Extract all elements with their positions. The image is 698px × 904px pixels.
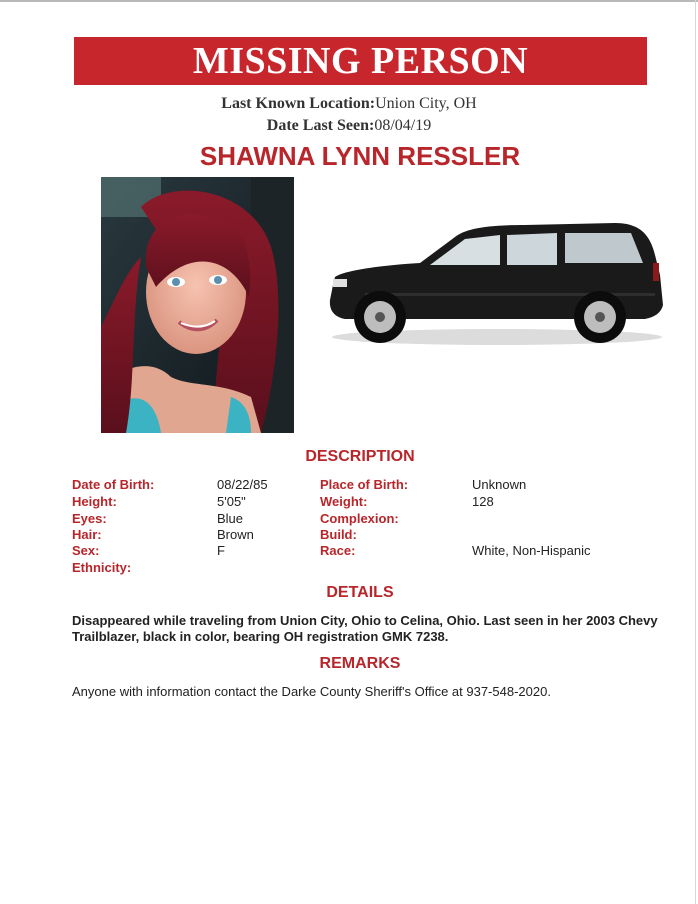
description-heading: DESCRIPTION <box>305 448 415 465</box>
field-label-race: Race: <box>320 543 356 558</box>
field-label-ethnicity: Ethnicity: <box>72 560 132 575</box>
person-name: SHAWNA LYNN RESSLER <box>199 141 521 171</box>
field-label-place-of-birth: Place of Birth: <box>320 477 409 492</box>
field-label-hair: Hair: <box>72 527 102 542</box>
field-label-weight: Weight: <box>320 494 368 509</box>
location-value: Union City, OH <box>375 95 477 112</box>
field-label-build: Build: <box>320 527 357 542</box>
field-label-height: Height: <box>72 494 117 509</box>
field-value-hair: Brown <box>217 527 254 542</box>
field-value-weight: 128 <box>472 494 494 509</box>
scan-top-edge <box>0 0 698 2</box>
missing-person-banner: MISSING PERSON <box>74 37 647 85</box>
field-value-sex: F <box>217 543 225 558</box>
date-last-seen <box>0 117 698 135</box>
field-value-date-of-birth: 08/22/85 <box>217 477 268 492</box>
last-known-location <box>0 95 698 113</box>
vehicle-photo <box>325 215 670 355</box>
field-value-place-of-birth: Unknown <box>472 477 527 492</box>
remarks-text: Anyone with information contact the Darke County Sheriff's Office at 937-548-2020. <box>72 684 551 699</box>
remarks-heading: REMARKS <box>319 655 401 672</box>
date-seen-value: 08/04/19 <box>374 117 432 134</box>
date-seen-label: Date Last Seen: <box>266 117 375 134</box>
field-label-date-of-birth: Date of Birth: <box>72 477 155 492</box>
field-label-eyes: Eyes: <box>72 511 107 526</box>
details-text: Disappeared while traveling from Union City, Ohio to Celina, Ohio. Last seen in her 2003 Chevy Trailblazer, black in color, bearing OH registration GMK 7238. <box>72 613 658 644</box>
field-value-height: 5'05" <box>217 494 246 509</box>
person-photo <box>101 177 294 433</box>
details-heading: DETAILS <box>326 584 394 601</box>
field-value-eyes: Blue <box>217 511 244 526</box>
location-label: Last Known Location: <box>221 95 376 112</box>
field-label-sex: Sex: <box>72 543 100 558</box>
field-value-race: White, Non-Hispanic <box>472 543 591 558</box>
field-label-complexion: Complexion: <box>320 511 399 526</box>
